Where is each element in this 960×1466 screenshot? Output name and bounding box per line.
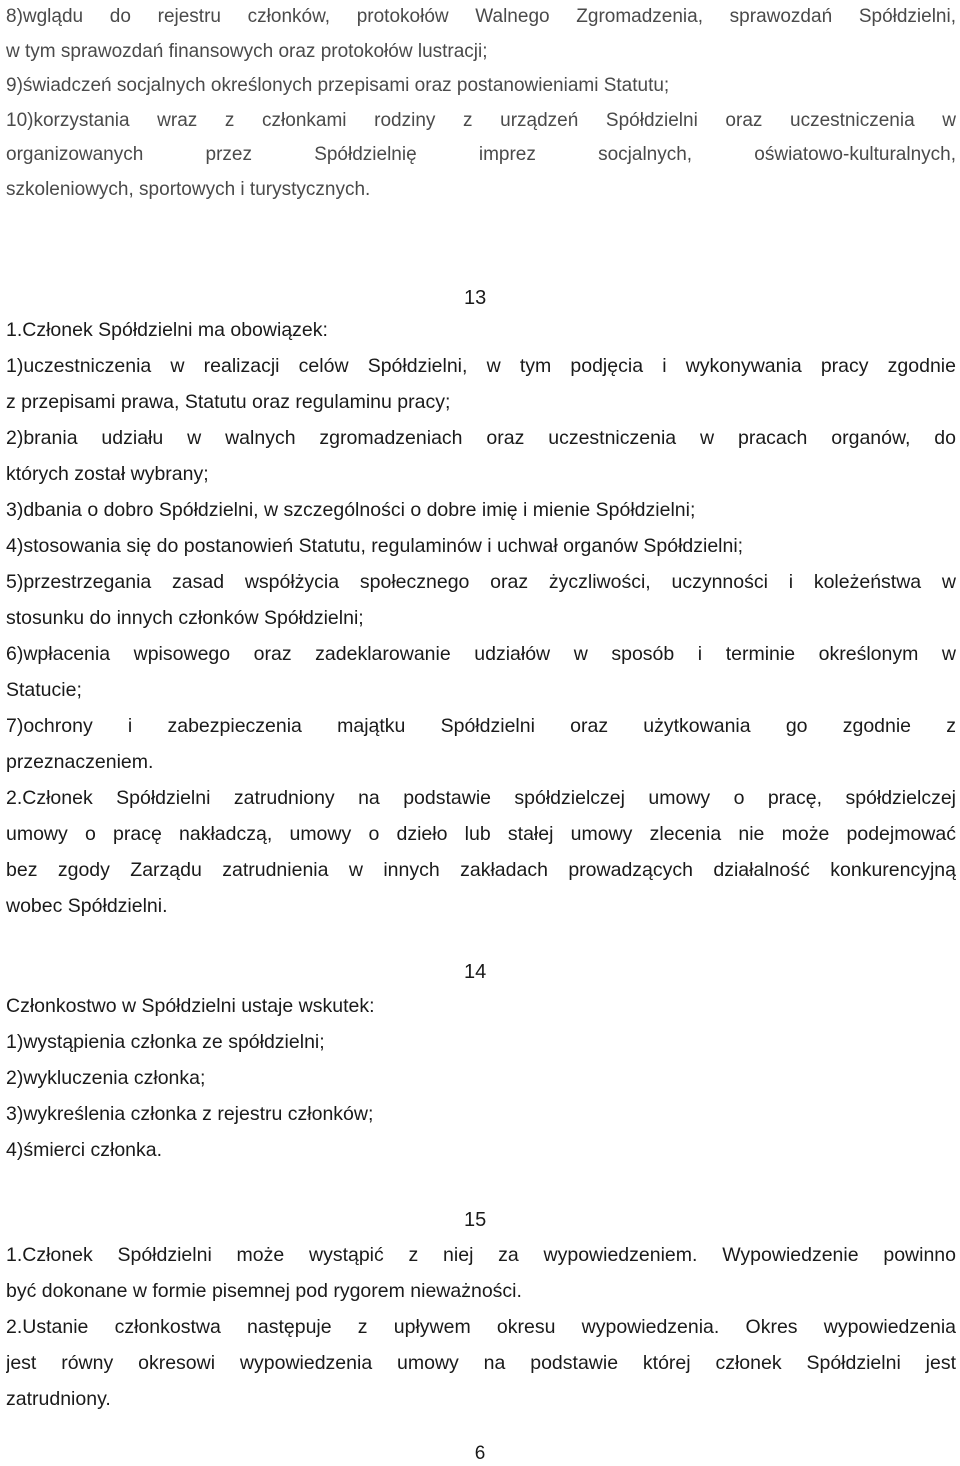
text-line: zatrudniony. bbox=[6, 1388, 111, 1410]
text-line: 3)dbania o dobro Spółdzielni, w szczególności o dobre imię i mienie Spółdzielni; bbox=[6, 499, 696, 521]
text-line: przeznaczeniem. bbox=[6, 751, 154, 773]
text-line: 2.Członek Spółdzielni zatrudniony na podstawie spółdzielczej umowy o pracę, spółdzielczej bbox=[6, 787, 956, 809]
text-line: 4)śmierci członka. bbox=[6, 1139, 163, 1161]
section-14-body bbox=[6, 988, 956, 1168]
section-heading-14: 14 bbox=[464, 961, 487, 983]
text-line: 1.Członek Spółdzielni może wystąpić z niej za wypowiedzeniem. Wypowiedzenie powinno bbox=[6, 1244, 956, 1266]
text-line: 7)ochrony i zabezpieczenia majątku Spółdzielni oraz użytkowania go zgodnie z bbox=[6, 715, 956, 737]
text-line: organizowanych przez Spółdzielnię imprez socjalnych, oświatowo-kulturalnych, bbox=[6, 144, 956, 165]
page-number: 6 bbox=[474, 1443, 486, 1464]
text-line: 1)wystąpienia członka ze spółdzielni; bbox=[6, 1031, 325, 1053]
text-line: szkoleniowych, sportowych i turystycznych. bbox=[6, 178, 371, 200]
text-line: w tym sprawozdań finansowych oraz protokołów lustracji; bbox=[6, 40, 488, 62]
text-line: 5)przestrzegania zasad współżycia społecznego oraz życzliwości, uczynności i koleżeństwa w bbox=[6, 571, 956, 593]
text-line: 8)wglądu do rejestru członków, protokołów Walnego Zgromadzenia, sprawozdań Spółdzielni, bbox=[6, 6, 956, 27]
text-line: 1.Członek Spółdzielni ma obowiązek: bbox=[6, 319, 328, 341]
text-line: których został wybrany; bbox=[6, 463, 209, 485]
section-13-body bbox=[6, 312, 956, 924]
rights-list-continuation bbox=[6, 0, 956, 207]
section-heading-15: 15 bbox=[464, 1209, 487, 1231]
text-line: 4)stosowania się do postanowień Statutu, regulaminów i uchwał organów Spółdzielni; bbox=[6, 535, 744, 557]
section-heading-13: 13 bbox=[464, 287, 487, 309]
text-line: 2)brania udziału w walnych zgromadzeniach oraz uczestniczenia w pracach organów, do bbox=[6, 427, 956, 449]
text-line: 1)uczestniczenia w realizacji celów Spółdzielni, w tym podjęcia i wykonywania pracy zgodnie bbox=[6, 355, 956, 377]
text-line: 10)korzystania wraz z członkami rodziny z urządzeń Spółdzielni oraz uczestniczenia w bbox=[6, 109, 956, 131]
text-line: stosunku do innych członków Spółdzielni; bbox=[6, 607, 364, 629]
text-line: 2.Ustanie członkostwa następuje z upływem okresu wypowiedzenia. Okres wypowiedzenia bbox=[6, 1316, 956, 1338]
section-15-body bbox=[6, 1237, 956, 1417]
text-line: 2)wykluczenia członka; bbox=[6, 1067, 206, 1089]
text-line: wobec Spółdzielni. bbox=[6, 895, 168, 917]
text-line: być dokonane w formie pisemnej pod rygorem nieważności. bbox=[6, 1280, 522, 1302]
text-line: Statucie; bbox=[6, 679, 82, 701]
text-line: bez zgody Zarządu zatrudnienia w innych zakładach prowadzących działalność konkurencyjną bbox=[6, 859, 956, 881]
text-line: Członkostwo w Spółdzielni ustaje wskutek: bbox=[6, 995, 375, 1017]
text-line: 6)wpłacenia wpisowego oraz zadeklarowanie udziałów w sposób i terminie określonym w bbox=[6, 643, 956, 665]
text-line: umowy o pracę nakładczą, umowy o dzieło lub stałej umowy zlecenia nie może podejmować bbox=[6, 823, 956, 845]
text-line: jest równy okresowi wypowiedzenia umowy na podstawie której członek Spółdzielni jest bbox=[6, 1352, 956, 1374]
text-line: 3)wykreślenia członka z rejestru członków; bbox=[6, 1103, 374, 1125]
text-line: z przepisami prawa, Statutu oraz regulaminu pracy; bbox=[6, 391, 451, 413]
text-line: 9)świadczeń socjalnych określonych przepisami oraz postanowieniami Statutu; bbox=[6, 75, 670, 96]
